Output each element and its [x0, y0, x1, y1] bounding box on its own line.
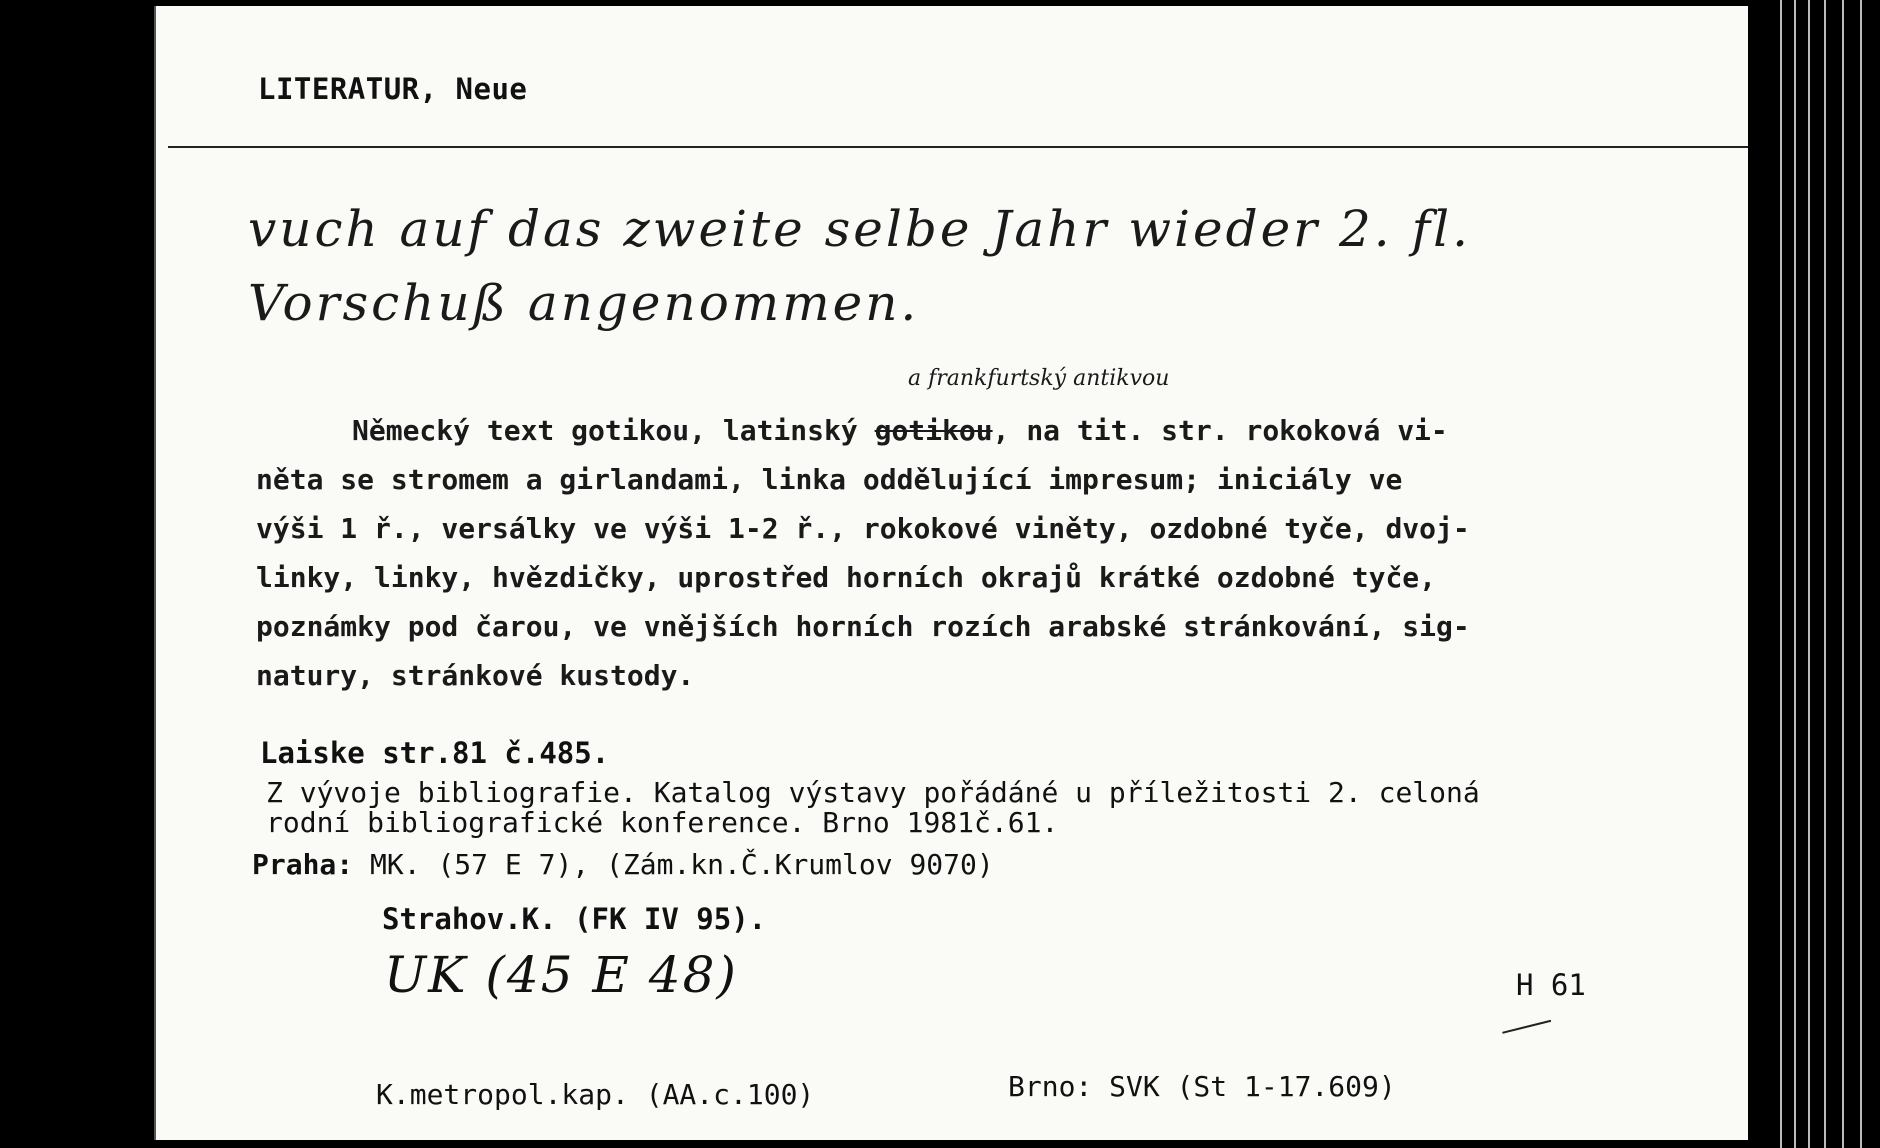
code-tick-mark — [1499, 1006, 1551, 1034]
struck-word: gotikou — [874, 414, 993, 447]
location-brno: Brno: SVK (St 1-17.609) — [1008, 1070, 1396, 1103]
handwritten-note — [248, 192, 1708, 340]
catalog-line: Z vývoje bibliografie. Katalog výstavy pořádáné u příležitosti 2. celoná — [266, 776, 1480, 809]
scan-right-edge — [1750, 0, 1880, 1148]
reference-citation: Laiske str.81 č.485. — [260, 736, 610, 770]
handwritten-note-line: vuch auf das zweite selbe Jahr wieder 2. fl. — [248, 200, 1471, 258]
heading-rule — [168, 146, 1748, 148]
card-heading: LITERATUR, Neue — [258, 72, 528, 106]
description-line: výši 1 ř., versálky ve výši 1-2 ř., rokokové viněty, ozdobné tyče, dvoj- — [256, 512, 1470, 545]
catalog-line: rodní bibliografické konference. Brno 1981č.61. — [266, 806, 1059, 839]
description-line: poznámky pod čarou, ve vnějších horních rozích arabské stránkování, sig- — [256, 610, 1470, 643]
location-label: Praha: — [252, 848, 354, 881]
catalog-card — [154, 6, 1748, 1140]
handwritten-note-line: Vorschuß angenommen. — [248, 274, 920, 332]
card-code: H 61 — [1516, 968, 1586, 1002]
location-praha — [252, 848, 994, 881]
catalog-reference — [266, 778, 1716, 838]
description-line: něta se stromem a girlandami, linka oddělující impresum; iniciály ve — [256, 463, 1403, 496]
location-metropol: K.metropol.kap. (AA.c.100) — [376, 1078, 815, 1111]
location-strahov: Strahov.K. (FK IV 95). — [382, 902, 767, 936]
location-value: MK. (57 E 7), (Zám.kn.Č.Krumlov 9070) — [370, 848, 994, 881]
description-line: natury, stránkové kustody. — [256, 659, 695, 692]
description — [256, 406, 1696, 700]
scan-left-margin — [0, 0, 150, 1148]
description-line: Německý text gotikou, latinský gotikou, na tit. str. rokoková vi- — [352, 414, 1448, 447]
handwritten-insert: a frankfurtský antikvou — [908, 366, 1170, 391]
description-line: linky, linky, hvězdičky, uprostřed horních okrajů krátké ozdobné tyče, — [256, 561, 1437, 594]
handwritten-shelfmark: UK (45 E 48) — [384, 946, 738, 1004]
